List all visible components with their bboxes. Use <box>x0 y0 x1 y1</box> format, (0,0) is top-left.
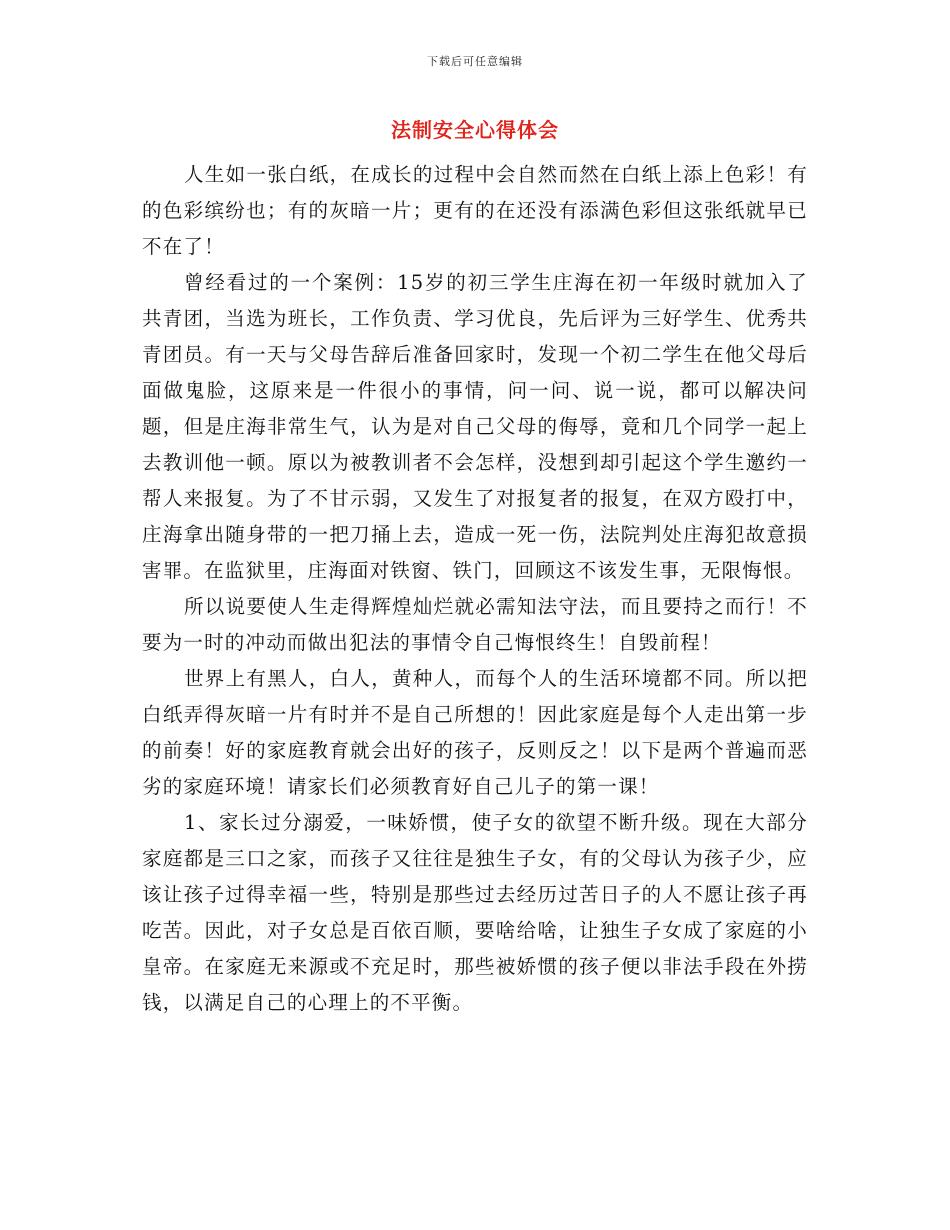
paragraph-3: 所以说要使人生走得辉煌灿烂就必需知法守法，而且要持之而行！不要为一时的冲动而做出犯法的事情令自己悔恨终生！自毁前程！ <box>142 595 808 654</box>
paragraph-1: 人生如一张白纸，在成长的过程中会自然而然在白纸上添上色彩！有的色彩缤纷也；有的灰暗一片；更有的在还没有添满色彩但这张纸就早已不在了！ <box>142 163 808 258</box>
paragraph-5: 1、家长过分溺爱，一味娇惯，使子女的欲望不断升级。现在大部分家庭都是三口之家，而孩子又往往是独生子女，有的父母认为孩子少，应该让孩子过得幸福一些，特别是那些过去经历过苦日子的人不愿让孩子再吃苦。因此，对子女总是百依百顺，要啥给啥，让独生子女成了家庭的小皇帝。在家庭无来源或不充足时，那些被娇惯的孩子便以非法手段在外捞钱，以满足自己的心理上的不平衡。 <box>142 811 808 1014</box>
document-body <box>142 157 808 1021</box>
document-title: 法制安全心得体会 <box>391 118 559 142</box>
header-note: 下载后可任意编辑 <box>427 55 523 68</box>
paragraph-2: 曾经看过的一个案例：15岁的初三学生庄海在初一年级时就加入了共青团，当选为班长，工作负责、学习优良，先后评为三好学生、优秀共青团员。有一天与父母告辞后准备回家时，发现一个初二学生在他父母后面做鬼脸，这原来是一件很小的事情，问一问、说一说，都可以解决问题，但是庄海非常生气，认为是对自己父母的侮辱，竟和几个同学一起上去教训他一顿。原以为被教训者不会怎样，没想到却引起这个学生邀约一帮人来报复。为了不甘示弱，又发生了对报复者的报复，在双方殴打中，庄海拿出随身带的一把刀捅上去，造成一死一伤，法院判处庄海犯故意损害罪。在监狱里，庄海面对铁窗、铁门，回顾这不该发生事，无限悔恨。 <box>142 271 808 582</box>
paragraph-4: 世界上有黑人，白人，黄种人，而每个人的生活环境都不同。所以把白纸弄得灰暗一片有时并不是自己所想的！因此家庭是每个人走出第一步的前奏！好的家庭教育就会出好的孩子，反则反之！以下是两个普遍而恶劣的家庭环境！请家长们必须教育好自己儿子的第一课！ <box>142 667 808 798</box>
